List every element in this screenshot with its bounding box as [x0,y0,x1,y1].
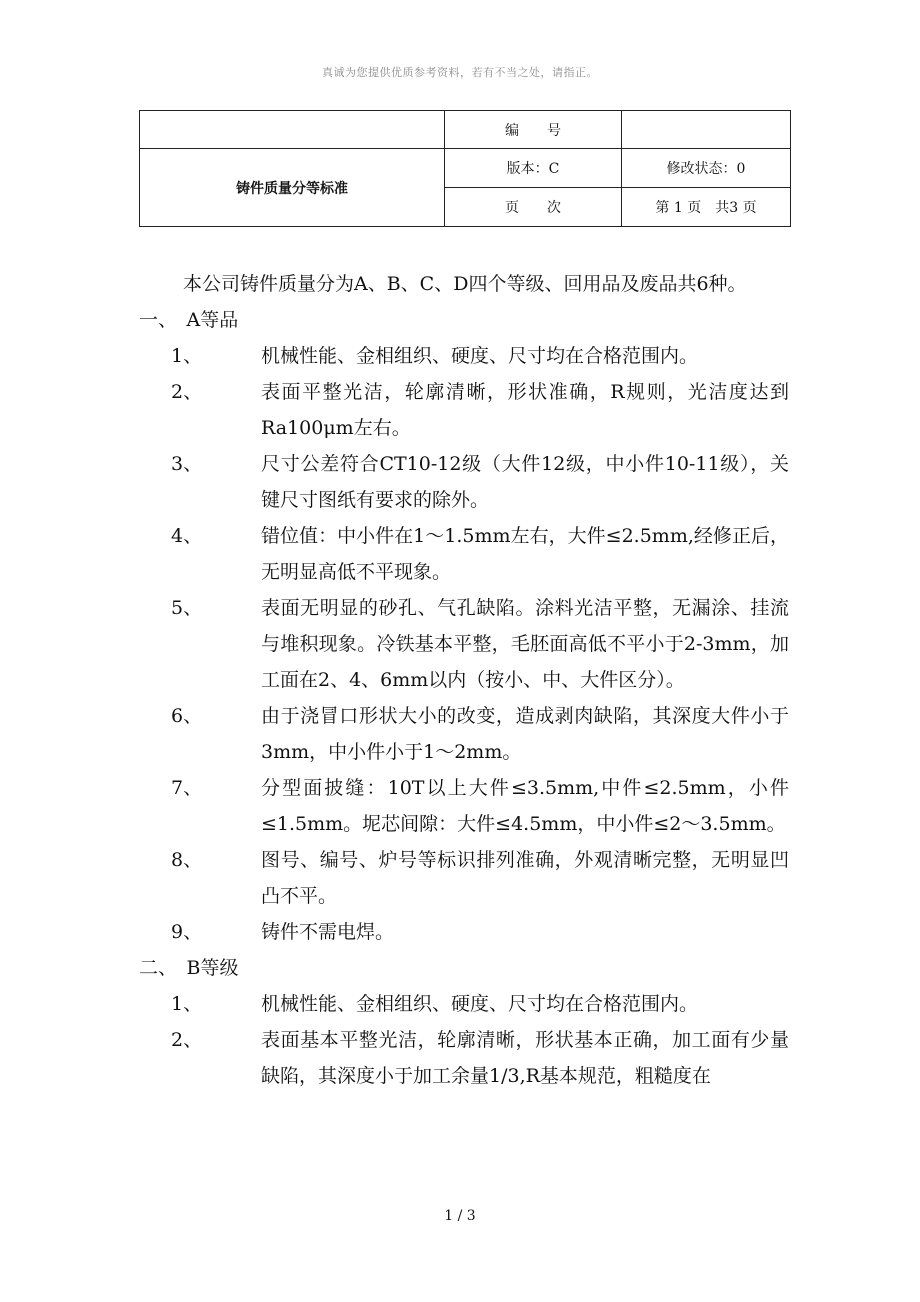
document-body [139,266,789,1094]
item-text: 错位值：中小件在1～1.5mm左右，大件≤2.5mm,经修正后，无明显高低不平现象。 [261,525,789,583]
item-number: 1、 [171,345,203,367]
item-text: 由于浇冒口形状大小的改变，造成剥肉缺陷，其深度大件小于3mm，中小件小于1～2mm。 [261,705,789,763]
list-item [139,842,789,914]
item-number: 1、 [171,993,203,1015]
section-heading-b: 二、 B等级 [139,957,239,979]
list-item [139,986,789,1022]
list-item [139,338,789,374]
section-heading-a: 一、 A等品 [139,309,239,331]
item-text: 铸件不需电焊。 [261,921,395,943]
page-number: 1 / 3 [444,1208,476,1224]
list-item [139,518,789,590]
version-cell: 版本：C [445,149,622,188]
page-value: 第 1 页 共3 页 [622,188,791,227]
item-text: 表面平整光洁，轮廓清晰，形状准确，R规则，光洁度达到Ra100μm左右。 [261,381,789,439]
list-item [139,374,789,446]
list-item [139,770,789,842]
item-number: 2、 [171,1029,203,1051]
item-number: 2、 [171,381,203,403]
item-number: 6、 [171,705,203,727]
item-text: 机械性能、金相组织、硬度、尺寸均在合格范围内。 [261,345,699,367]
number-value [622,111,791,149]
list-item [139,446,789,518]
item-number: 7、 [171,777,203,799]
item-number: 4、 [171,525,203,547]
number-label: 编 号 [445,111,622,149]
item-text: 表面无明显的砂孔、气孔缺陷。涂料光洁平整，无漏涂、挂流与堆积现象。冷铁基本平整，毛胚面高低不平小于2-3mm，加工面在2、4、6mm以内（按小、中、大件区分）。 [261,597,789,691]
item-number: 3、 [171,453,203,475]
list-item [139,698,789,770]
list-item [139,590,789,698]
watermark-text: 真诚为您提供优质参考资料，若有不当之处，请指正。 [322,66,598,79]
revision-cell: 修改状态：0 [622,149,791,188]
item-text: 机械性能、金相组织、硬度、尺寸均在合格范围内。 [261,993,699,1015]
document-title: 铸件质量分等标准 [140,149,445,227]
item-text: 分型面披缝：10T以上大件≤3.5mm,中件≤2.5mm，小件≤1.5mm。坭芯间隙：大件≤4.5mm，中小件≤2～3.5mm。 [261,777,789,835]
list-item [139,1022,789,1094]
document-header-table [139,110,791,227]
blank-cell [140,111,445,149]
list-item [139,914,789,950]
item-text: 尺寸公差符合CT10-12级（大件12级，中小件10-11级），关键尺寸图纸有要求的除外。 [261,453,789,511]
item-text: 图号、编号、炉号等标识排列准确，外观清晰完整，无明显凹凸不平。 [261,849,789,907]
item-number: 9、 [171,921,203,943]
item-number: 8、 [171,849,203,871]
item-text: 表面基本平整光洁，轮廓清晰，形状基本正确，加工面有少量缺陷，其深度小于加工余量1/3,R基本规范，粗糙度在 [261,1029,789,1087]
intro-paragraph: 本公司铸件质量分为A、B、C、D四个等级、回用品及废品共6种。 [183,273,747,295]
page-label: 页 次 [445,188,622,227]
item-number: 5、 [171,597,203,619]
